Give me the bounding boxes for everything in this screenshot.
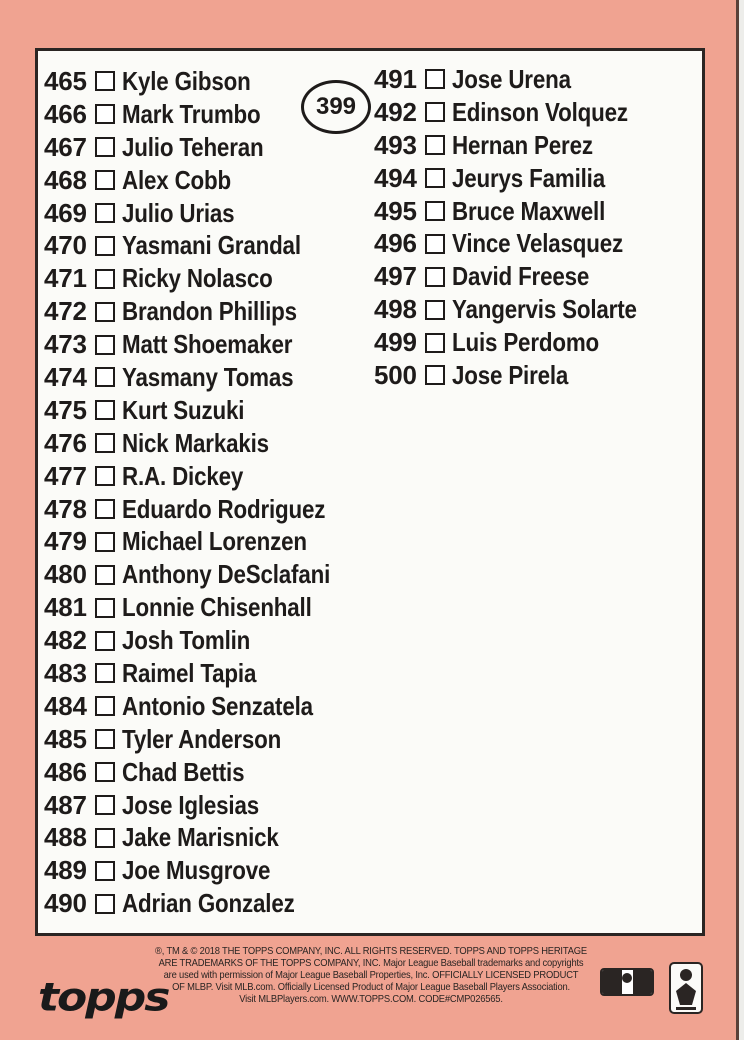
card-number: 476 [44,427,87,458]
checkbox[interactable] [425,234,445,254]
player-name: Eduardo Rodriguez [122,493,326,524]
checkbox[interactable] [95,828,115,848]
card-number: 475 [44,394,87,425]
checkbox[interactable] [425,333,445,353]
card-number: 499 [374,327,417,358]
checklist-item [44,295,364,328]
checklist-item [374,129,667,162]
checkbox[interactable] [95,367,115,387]
topps-logo: topps [38,974,169,1021]
player-name: Jose Urena [452,63,571,94]
checkbox[interactable] [95,663,115,683]
card-number: 466 [44,98,87,129]
checkbox[interactable] [425,300,445,320]
card-number: 471 [44,263,87,294]
card-number: 497 [374,261,417,292]
checklist-panel [35,48,705,936]
checkbox[interactable] [95,598,115,618]
checkbox[interactable] [95,762,115,782]
player-name: Joe Musgrove [122,855,271,886]
checklist-item [44,887,364,920]
checklist-item [374,260,667,293]
checkbox[interactable] [95,170,115,190]
card-number: 467 [44,131,87,162]
checklist-item [44,854,364,887]
card-number: 492 [374,96,417,127]
legal-line: ®, TM & © 2018 THE TOPPS COMPANY, INC. ALL RIGHTS RESERVED. TOPPS AND TOPPS HERITAGE [155,946,587,957]
checklist-item [44,262,364,295]
checkbox[interactable] [95,335,115,355]
card-number: 481 [44,592,87,623]
checklist-item [374,162,667,195]
player-name: Vince Velasquez [452,228,624,259]
card-number: 495 [374,195,417,226]
checkbox[interactable] [95,269,115,289]
checkbox[interactable] [95,302,115,322]
checklist-item [44,756,364,789]
player-name: David Freese [452,261,590,292]
player-name: Matt Shoemaker [122,329,293,360]
checklist-item [44,229,364,262]
card-number: 498 [374,294,417,325]
checkbox[interactable] [95,894,115,914]
card-number: 493 [374,129,417,160]
card-number: 468 [44,164,87,195]
legal-line: ARE TRADEMARKS OF THE TOPPS COMPANY, INC. Major League Baseball trademarks and copyrights [158,958,584,970]
card-number: 479 [44,526,87,557]
mlbpa-logo-icon [664,960,708,1016]
player-name: Bruce Maxwell [452,195,606,226]
checkbox[interactable] [425,69,445,89]
card-number: 483 [44,657,87,688]
player-name: Tyler Anderson [122,723,282,754]
checklist-item [44,361,364,394]
checklist-item [44,789,364,822]
card-number: 494 [374,162,417,193]
player-name: Chad Bettis [122,756,245,787]
player-name: Jeurys Familia [452,162,605,193]
checkbox[interactable] [425,267,445,287]
player-name: Kyle Gibson [122,65,251,96]
checklist-item [374,63,667,96]
player-name: Jake Marisnick [122,822,279,853]
player-name: Lonnie Chisenhall [122,592,312,623]
card-number: 484 [44,690,87,721]
checkbox[interactable] [425,168,445,188]
card-number: 469 [44,197,87,228]
checkbox[interactable] [95,532,115,552]
checklist-item [44,558,364,591]
player-name: Julio Urias [122,197,235,228]
checklist-item [44,427,364,460]
card-number: 480 [44,559,87,590]
checklist-right-column [374,63,667,392]
checkbox[interactable] [95,236,115,256]
checklist-item [374,96,667,129]
checklist-item [374,195,667,228]
checkbox[interactable] [95,631,115,651]
card-number: 474 [44,361,87,392]
card-number: 486 [44,756,87,787]
card-number: 488 [44,822,87,853]
card-number-badge: 399 [301,80,371,134]
legal-line: OF MLBP. Visit MLB.com. Officially Licensed Product of Major League Baseball Players Association. [172,982,570,994]
player-name: Nick Markakis [122,427,269,458]
player-name: Jose Iglesias [122,789,259,820]
checklist-item [374,227,667,260]
player-name: Raimel Tapia [122,657,257,688]
player-name: Hernan Perez [452,129,593,160]
checklist-item [44,493,364,526]
card-number: 472 [44,296,87,327]
checklist-item [44,525,364,558]
checklist-item [374,359,667,392]
player-name: Yasmany Tomas [122,361,294,392]
card-number: 500 [374,359,417,390]
mlb-logo-icon [600,968,654,996]
checklist-item [374,326,667,359]
checkbox[interactable] [95,400,115,420]
checkbox[interactable] [425,365,445,385]
player-name: Yasmani Grandal [122,230,301,261]
checklist-item [44,197,364,230]
checkbox[interactable] [95,433,115,453]
legal-text [132,946,610,1006]
checkbox[interactable] [95,71,115,91]
checkbox[interactable] [425,201,445,221]
checklist-item [44,164,364,197]
checklist-item [44,460,364,493]
checklist-item [374,293,667,326]
card-number: 491 [374,63,417,94]
checkbox[interactable] [95,795,115,815]
player-name: Yangervis Solarte [452,294,637,325]
player-name: Anthony DeSclafani [122,559,331,590]
checkbox[interactable] [425,135,445,155]
card-number: 490 [44,888,87,919]
checkbox[interactable] [95,466,115,486]
checklist-item [44,131,364,164]
player-name: Brandon Phillips [122,296,297,327]
player-name: Ricky Nolasco [122,263,273,294]
checkbox[interactable] [95,499,115,519]
checkbox[interactable] [95,729,115,749]
player-name: Mark Trumbo [122,98,261,129]
checkbox[interactable] [95,861,115,881]
checklist-item [44,690,364,723]
checkbox[interactable] [95,104,115,124]
checklist-item [44,723,364,756]
card-number: 465 [44,65,87,96]
checkbox[interactable] [95,203,115,223]
legal-line: Visit MLBPlayers.com. WWW.TOPPS.COM. CODE#CMP026565. [239,994,503,1006]
checklist-left-column [44,65,364,920]
card-number: 470 [44,230,87,261]
player-name: Edinson Volquez [452,96,628,127]
checkbox[interactable] [425,102,445,122]
checklist-item [44,657,364,690]
card-number: 473 [44,329,87,360]
card-number: 485 [44,723,87,754]
player-name: Luis Perdomo [452,327,600,358]
checklist-item [44,394,364,427]
card-number: 496 [374,228,417,259]
checkbox[interactable] [95,696,115,716]
legal-line: are used with permission of Major League Baseball Properties, Inc. OFFICIALLY LICENSED PRODUCT [163,970,579,982]
player-name: Michael Lorenzen [122,526,307,557]
player-name: Antonio Senzatela [122,690,313,721]
card-number: 489 [44,855,87,886]
player-name: Adrian Gonzalez [122,888,295,919]
player-name: Jose Pirela [452,359,569,390]
player-name: Josh Tomlin [122,625,251,656]
checkbox[interactable] [95,565,115,585]
player-name: Kurt Suzuki [122,394,245,425]
checklist-item [44,624,364,657]
card-number: 477 [44,460,87,491]
player-name: R.A. Dickey [122,460,244,491]
checklist-item [44,328,364,361]
checkbox[interactable] [95,137,115,157]
card-number: 482 [44,625,87,656]
checklist-item [44,821,364,854]
player-name: Julio Teheran [122,131,264,162]
player-name: Alex Cobb [122,164,232,195]
checklist-item [44,591,364,624]
card-number: 487 [44,789,87,820]
card-number: 478 [44,493,87,524]
